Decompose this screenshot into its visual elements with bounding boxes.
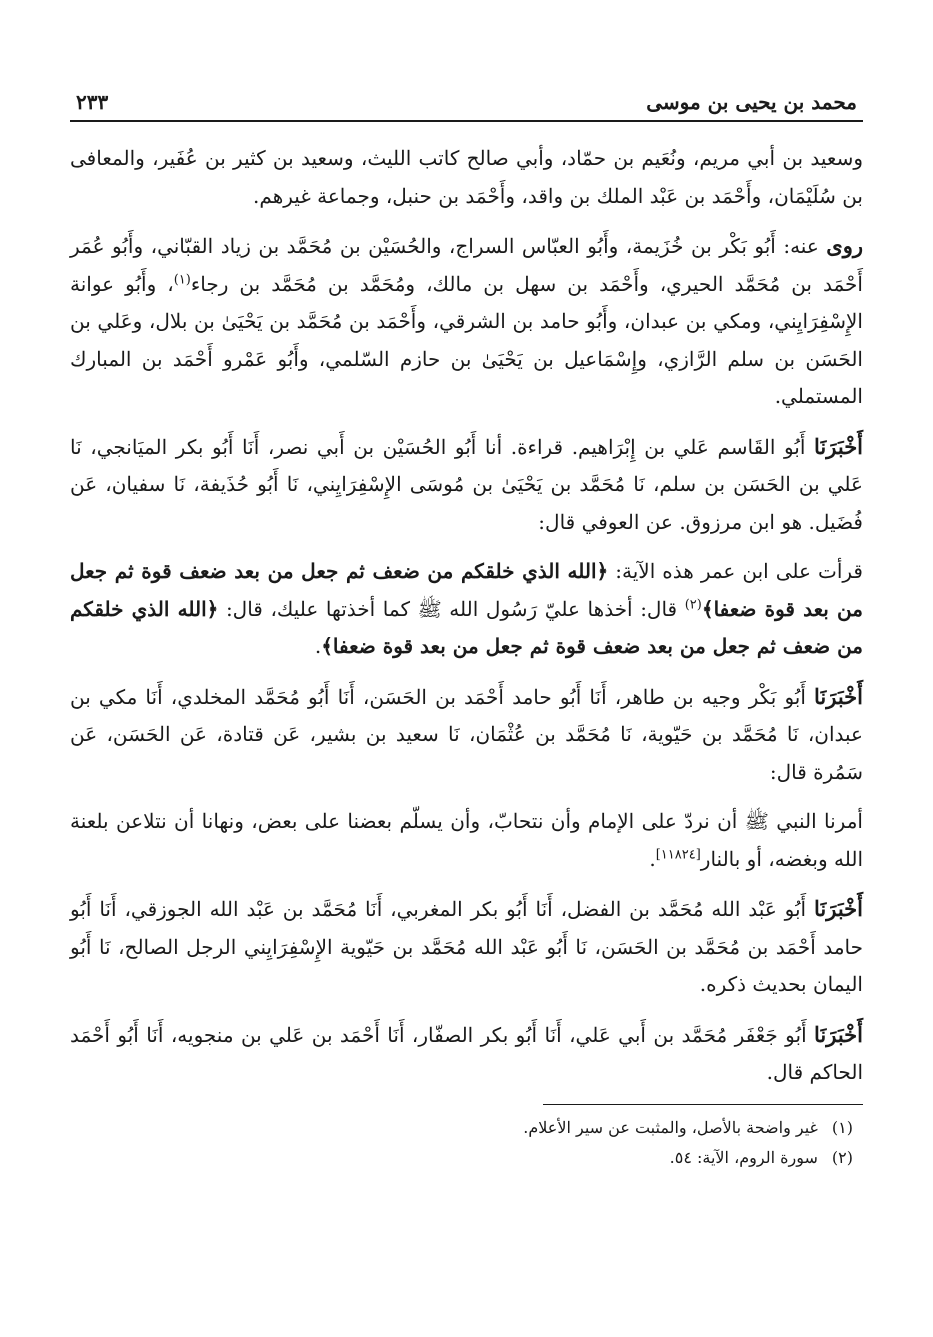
- footnote-ref[interactable]: (١): [173, 271, 191, 287]
- footnote-ref[interactable]: (٢): [684, 596, 702, 612]
- paragraph-lead: أَخْبَرَنَا: [814, 683, 863, 709]
- paragraph-text: عنه: أَبُو بَكْر بن خُزَيمة، وأَبُو العبّاس السراج، والحُسَيْن بن مُحَمَّد بن زياد القبّاني، وأَبُو عُمَر أَحْمَد بن مُحَمَّد الحيري، وأَحْمَد بن سهل بن مالك، ومُحَمَّد بن مُحَمَّد بن رجاء: [70, 234, 863, 296]
- paragraph-hadith: [70, 803, 863, 878]
- paragraph-text: أَبُو عَبْد الله مُحَمَّد بن الفضل، أَنَا أَبُو بكر المغربي، أَنَا مُحَمَّد بن عَبْد الله الجوزقي، أَنَا أَبُو حامد أَحْمَد بن مُحَمَّد بن الحَسَن، نَا أَبُو عَبْد الله مُحَمَّد بن حَيّوية الإِسْفِرَايِني الرجل الصالح، نَا أَبُو اليمان بحديث ذكره.: [70, 897, 863, 996]
- paragraph-isnad-4: [70, 1016, 863, 1092]
- paragraph-lead: أَخْبَرَنَا: [814, 433, 864, 459]
- header-rule: [70, 120, 863, 122]
- quran-verse: ﴿الله الذي خلقكم من ضعف ثم جعل من بعد ضعف قوة ثم جعل من بعد قوة ضعفا﴾: [70, 559, 863, 621]
- paragraph-text-continued: ، وأَبُو عوانة الإِسْفِرَايِني، ومكي بن عبدان، وأَبُو حامد بن الشرقي، وأَحْمَد بن مُحَمَّد بن يَحْيَىٰ بن بلال، وعَلي بن الحَسَن بن سلم الرَّازي، وإِسْمَاعيل بن يَحْيَىٰ بن حازم السّلمي، وأَبُو عَمْرو أَحْمَد بن المبارك المستملي.: [70, 271, 863, 408]
- paragraph-text: وسعيد بن أبي مريم، ونُعَيم بن حمّاد، وأبي صالح كاتب الليث، وسعيد بن كثير بن عُفَير، والمعافى بن سُلَيْمَان، وأَحْمَد بن عَبْد الملك بن واقد، وأَحْمَد بن حنبل، وجماعة غيرهم.: [70, 146, 863, 208]
- footnote-item: [70, 1113, 853, 1143]
- page-number: ٢٣٣: [76, 90, 109, 114]
- paragraph-isnad-3: [70, 890, 863, 1004]
- footnote-number: (٢): [831, 1147, 853, 1167]
- footnote-text: سورة الروم، الآية: ٥٤.: [669, 1147, 818, 1167]
- paragraph-text: أَبُو جَعْفَر مُحَمَّد بن أَبي عَلي، أَنَا أَبُو بكر الصفّار، أَنَا أَحْمَد بن عَلي بن منجويه، أَنَا أَبُو أَحْمَد الحاكم قال.: [70, 1022, 863, 1084]
- paragraph-text-continued: قال: أخذها عليّ رَسُول الله ﷺ كما أخذتها عليك، قال:: [218, 596, 685, 621]
- paragraph-end: .: [649, 846, 656, 871]
- footnote-item: [70, 1143, 853, 1173]
- paragraph-isnad-2: [70, 678, 863, 792]
- paragraph-text: أَبُو القَاسم عَلي بن إِبْرَاهيم. قراءة. أنا أَبُو الحُسَيْن بن أَبي نصر، أَنَا أَبُو بكر الميَانجي، نَا عَلي بن الحَسَن بن سلم، نَا مُحَمَّد بن يَحْيَىٰ بن مُوسَى الإِسْفِرَايِني، نَا أَبُو حُذَيفة، نَا سفيان، عَن فُضَيل. هو ابن مرزوق. عن العوفي قال:: [70, 434, 863, 534]
- footnote-text: غير واضحة بالأصل، والمثبت عن سير الأعلام.: [523, 1117, 818, 1137]
- paragraph-text: قرأت على ابن عمر هذه الآية:: [608, 559, 863, 583]
- paragraph-teachers: [70, 140, 863, 215]
- hadith-number: [١١٨٢٤]: [655, 846, 701, 862]
- quran-verse-repeat: ﴿الله الذي خلقكم من ضعف ثم جعل من بعد ضعف قوة ثم جعل من بعد قوة ضعفا﴾: [70, 596, 863, 658]
- paragraph-end: .: [314, 634, 322, 658]
- paragraph-lead: أَخْبَرَنَا: [814, 896, 863, 921]
- paragraph-isnad-1: [70, 428, 863, 542]
- paragraph-lead: روى: [826, 233, 864, 258]
- running-header: [70, 88, 863, 120]
- paragraph-lead: أَخْبَرَنَا: [814, 1021, 863, 1047]
- footnotes: [70, 1113, 863, 1173]
- paragraph-text: أَبُو بَكْر وجيه بن طاهر، أَنَا أَبُو حامد أَحْمَد بن الحَسَن، أَنَا أَبُو مُحَمَّد المخلدي، أَنَا مكي بن عبدان، نَا مُحَمَّد بن حَيّوية، نَا مُحَمَّد بن عُثْمَان، نَا سعيد بن بشير، عَن قتادة، عَن الحَسَن، عَن سَمُرة قال:: [70, 684, 863, 784]
- main-text: [70, 140, 863, 1092]
- header-title: محمد بن يحيى بن موسى: [646, 90, 857, 114]
- footnote-number: (١): [831, 1117, 853, 1137]
- paragraph-narrators: [70, 227, 863, 416]
- paragraph-verse: [70, 553, 863, 666]
- paragraph-text: أمرنا النبي ﷺ أن نردّ على الإمام وأن نتحابّ، وأن يسلّم بعضنا على بعض، ونهانا أن نتلاعن بلعنة الله وبغضه، أو بالنار: [70, 809, 863, 871]
- footnote-rule: [543, 1104, 863, 1105]
